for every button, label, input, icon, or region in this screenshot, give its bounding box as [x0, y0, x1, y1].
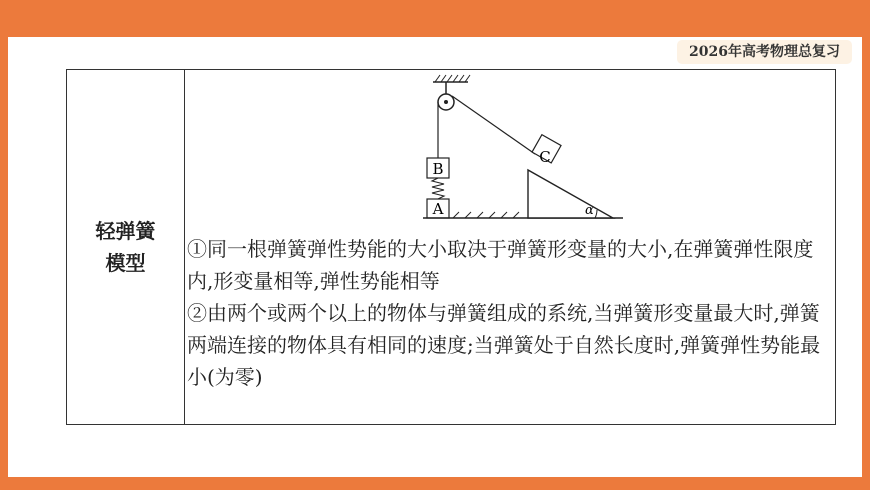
incline — [528, 170, 613, 218]
body-text — [187, 233, 837, 393]
content-cell — [185, 70, 836, 425]
slide — [8, 37, 862, 477]
label-cell — [67, 70, 185, 425]
block-b-label: B — [432, 160, 444, 178]
content-table — [66, 69, 836, 425]
spring-icon — [432, 178, 444, 199]
angle-label: α — [585, 203, 594, 218]
paragraph-2: ②由两个或两个以上的物体与弹簧组成的系统,当弹簧形变量最大时,弹簧两端连接的物体具有相同的速度;当弹簧处于自然长度时,弹簧弹性势能最小(为零) — [187, 301, 821, 389]
spring-pulley-diagram — [423, 70, 643, 220]
course-badge: 2026年高考物理总复习 — [677, 40, 852, 64]
block-c-label: C — [539, 148, 551, 166]
paragraph-1: ①同一根弹簧弹性势能的大小取决于弹簧形变量的大小,在弹簧弹性限度内,形变量相等,弹性势能相等 — [187, 237, 814, 293]
label-line-2: 模型 — [105, 251, 146, 275]
label-line-1: 轻弹簧 — [95, 219, 156, 243]
block-a-label: A — [432, 200, 444, 218]
